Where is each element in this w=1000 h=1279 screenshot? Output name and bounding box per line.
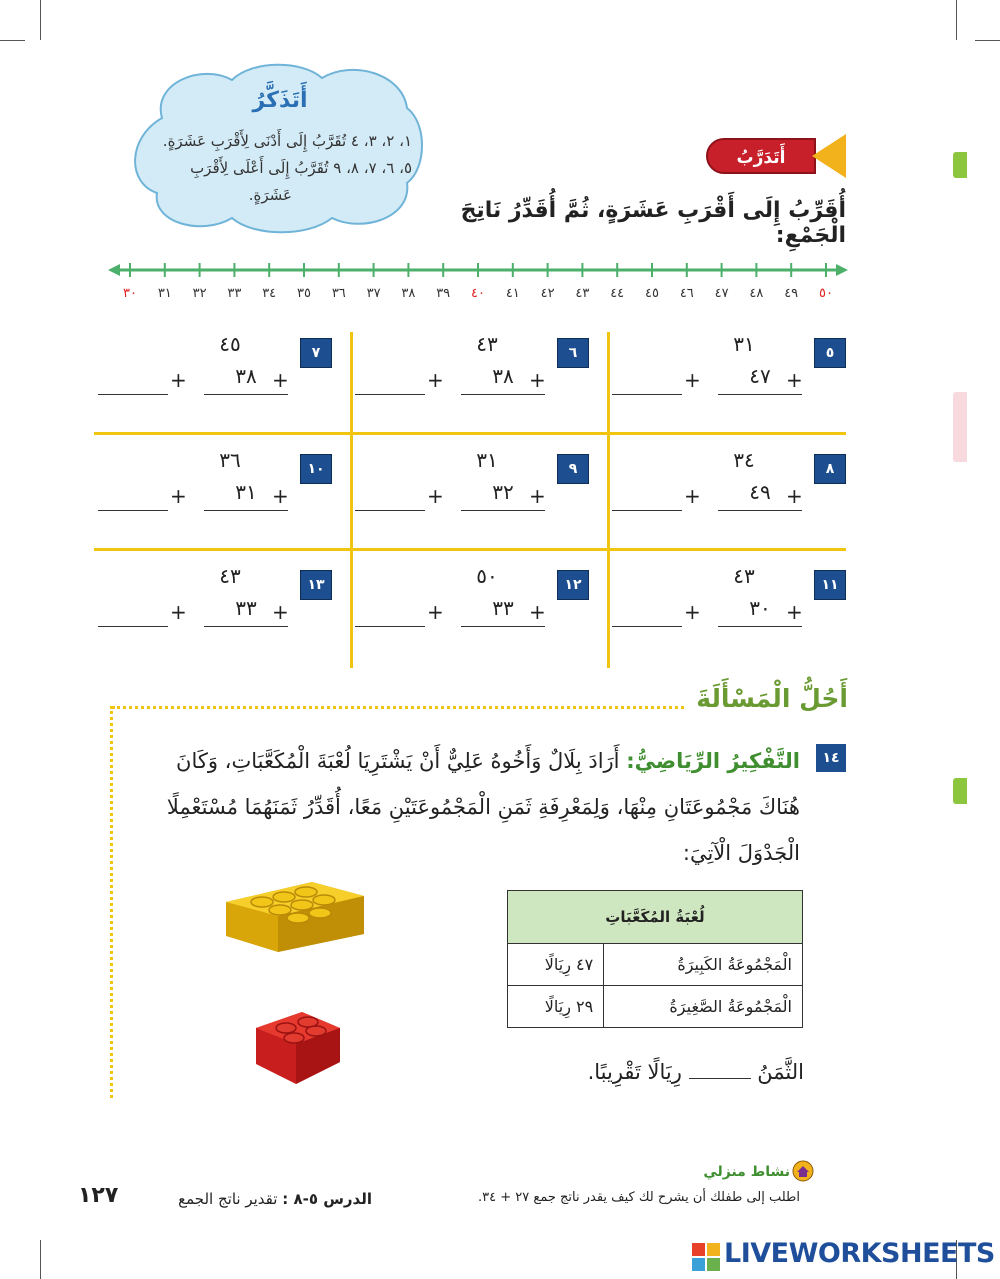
problem-number: ٧: [300, 338, 332, 368]
answer-suffix: رِيَالًا تَقْرِيبًا.: [587, 1060, 682, 1084]
answer-blank[interactable]: [98, 510, 168, 511]
lesson-label: الدرس ٥-٨ :: [282, 1190, 372, 1208]
side-tab: [953, 152, 967, 178]
number-line-label: ٣٢: [192, 286, 207, 301]
plus-sign: +: [684, 600, 701, 624]
plus-sign: +: [170, 484, 187, 508]
remember-line: عَشَرَةٍ.: [248, 186, 292, 204]
answer-blank[interactable]: [98, 626, 168, 627]
number-line-label: ٤٤: [610, 286, 625, 301]
number-line-label: ٣٣: [227, 286, 242, 301]
sum-underline: [718, 394, 802, 395]
number-line-label: ٣٤: [262, 286, 277, 301]
problem-number: ٩: [557, 454, 589, 484]
table-cell: ٤٧ رِيَالًا: [508, 944, 604, 986]
remember-text: [140, 128, 412, 209]
remember-title: أَتَذَكَّرُ: [252, 88, 308, 113]
plus-sign: +: [272, 600, 289, 624]
number-line-label: ٤٧: [714, 286, 729, 301]
brand-wordmark: LIVEWORKSHEETS: [724, 1238, 995, 1269]
lesson-footer: [140, 1190, 372, 1208]
sum-underline: [718, 510, 802, 511]
number-line-label: ٣١: [157, 286, 172, 301]
problem-number: ١٣: [300, 570, 332, 600]
table-cell: الْمَجْمُوعَةُ الكَبِيرَةُ: [604, 944, 803, 986]
answer-blank[interactable]: [612, 626, 682, 627]
grid-divider: [350, 332, 353, 668]
crop-mark: [0, 40, 25, 41]
grid-divider: [607, 332, 610, 668]
crop-mark: [40, 1240, 41, 1279]
problem-top-number: ٣١: [476, 448, 498, 472]
liveworksheets-logo-icon: [692, 1243, 720, 1271]
problem-bottom-number: ٣٣: [235, 596, 257, 620]
problem-number: ١٢: [557, 570, 589, 600]
problem-top-number: ٤٣: [219, 564, 241, 588]
table-row: [508, 944, 803, 986]
practice-instruction: أُقَرِّبُ إِلَى أَقْرَبِ عَشَرَةٍ، ثُمَّ أُقَدِّرُ نَاتِجَ الْجَمْعِ:: [460, 198, 846, 248]
answer-blank[interactable]: [612, 394, 682, 395]
problem-top-number: ٣٤: [733, 448, 755, 472]
problem-solving-title: أَحُلُّ الْمَسْأَلَةَ: [696, 684, 848, 713]
cubes-price-table: [507, 890, 803, 1028]
plus-sign: +: [529, 368, 546, 392]
answer-blank[interactable]: [355, 510, 425, 511]
sum-underline: [204, 626, 288, 627]
table-cell: ٢٩ رِيَالًا: [508, 986, 604, 1028]
question-14: [150, 738, 800, 876]
number-line-label: ٣٧: [366, 286, 381, 301]
crop-mark: [956, 0, 957, 40]
answer-blank[interactable]: [689, 1064, 751, 1079]
problem-number: ٥: [814, 338, 846, 368]
sum-underline: [461, 510, 545, 511]
page-number: ١٢٧: [78, 1183, 119, 1208]
plus-sign: +: [427, 368, 444, 392]
dotted-border: [112, 706, 684, 709]
practice-badge: أَتَدَرَّبُ: [706, 138, 816, 174]
number-line-label: ٤٠: [471, 286, 485, 301]
dotted-border: [110, 706, 113, 1098]
sum-underline: [204, 510, 288, 511]
crop-mark: [975, 40, 1000, 41]
question-text: أَرَادَ بِلَالٌ وَأَخُوهُ عَلِيٌّ أَنْ يَشْتَرِيَا لُعْبَةَ الْمُكَعَّبَاتِ، وَكَانَ هُنَاكَ مَجْمُوعَتَانِ مِنْهَا، وَلِمَعْرِفَةِ ثَمَنِ الْمَجْمُوعَتَيْنِ مَعًا، أُقَدِّرُ ثَمَنَهُمَا مُسْتَعْمِلًا الْجَدْوَلَ الْآتِيَ:: [166, 749, 800, 865]
problem-bottom-number: ٣٨: [235, 364, 257, 388]
answer-blank[interactable]: [355, 394, 425, 395]
number-line-label: ٥٠: [819, 286, 833, 301]
lesson-title: تقدير ناتج الجمع: [178, 1190, 278, 1208]
number-line-label: ٣٠: [123, 286, 137, 301]
number-line-label: ٣٨: [401, 286, 416, 301]
plus-sign: +: [427, 600, 444, 624]
problem-bottom-number: ٣٠: [749, 596, 771, 620]
problem-number: ١٠: [300, 454, 332, 484]
answer-line: [560, 1060, 804, 1084]
number-line-label: ٤٣: [575, 286, 590, 301]
plus-sign: +: [170, 600, 187, 624]
plus-sign: +: [529, 484, 546, 508]
grid-divider: [94, 432, 846, 435]
answer-blank[interactable]: [355, 626, 425, 627]
problem-top-number: ٤٣: [733, 564, 755, 588]
problem-bottom-number: ٣٢: [492, 480, 514, 504]
grid-divider: [94, 548, 846, 551]
remember-line: ١، ٢، ٣، ٤ تُقَرَّبُ إِلَى أَدْنَى لِأَقْرَبِ عَشَرَةٍ.: [162, 132, 412, 150]
number-line-label: ٤٨: [749, 286, 764, 301]
plus-sign: +: [529, 600, 546, 624]
table-row: [508, 986, 803, 1028]
problem-bottom-number: ٣١: [235, 480, 257, 504]
problem-top-number: ٣٦: [219, 448, 241, 472]
problem-top-number: ٣١: [733, 332, 755, 356]
yellow-lego-brick-icon: [222, 862, 368, 954]
badge-arrow-icon: [812, 134, 846, 178]
problem-number: ٨: [814, 454, 846, 484]
number-line-label: ٤٦: [679, 286, 694, 301]
sum-underline: [718, 626, 802, 627]
problem-bottom-number: ٤٧: [749, 364, 771, 388]
side-tab: [953, 778, 967, 804]
answer-blank[interactable]: [98, 394, 168, 395]
home-activity-icon: [792, 1160, 814, 1182]
plus-sign: +: [272, 484, 289, 508]
plus-sign: +: [427, 484, 444, 508]
table-cell: الْمَجْمُوعَةُ الصَّغِيرَةُ: [604, 986, 803, 1028]
problem-bottom-number: ٣٨: [492, 364, 514, 388]
plus-sign: +: [684, 484, 701, 508]
plus-sign: +: [272, 368, 289, 392]
answer-prefix: الثَّمَنُ: [757, 1060, 804, 1084]
remember-line: ٥، ٦، ٧، ٨، ٩ تُقَرَّبُ إِلَى أَعْلَى لِأَقْرَبِ: [190, 159, 412, 177]
red-lego-brick-icon: [252, 1000, 344, 1088]
crop-mark: [40, 0, 41, 40]
plus-sign: +: [786, 484, 803, 508]
question-number: ١٤: [816, 744, 846, 772]
problem-bottom-number: ٤٩: [749, 480, 771, 504]
number-line-label: ٤١: [505, 286, 520, 301]
number-line-label: ٣٩: [436, 286, 451, 301]
plus-sign: +: [786, 600, 803, 624]
home-activity-text: اطلب إلى طفلك أن يشرح لك كيف يقدر ناتج جمع ٢٧ + ٣٤.: [478, 1190, 800, 1205]
plus-sign: +: [684, 368, 701, 392]
number-line-label: ٤٢: [540, 286, 555, 301]
problem-number: ٦: [557, 338, 589, 368]
number-line-label: ٤٩: [784, 286, 799, 301]
problem-number: ١١: [814, 570, 846, 600]
number-line-label: ٤٥: [645, 286, 659, 301]
plus-sign: +: [170, 368, 187, 392]
sum-underline: [461, 394, 545, 395]
problem-bottom-number: ٣٣: [492, 596, 514, 620]
answer-blank[interactable]: [612, 510, 682, 511]
side-tab: [953, 392, 967, 462]
plus-sign: +: [786, 368, 803, 392]
number-line-label: ٣٦: [331, 286, 346, 301]
home-activity-title: نشاط منزلي: [703, 1164, 790, 1180]
question-label: التَّفْكِيرُ الرِّيَاضِيُّ:: [626, 749, 800, 773]
table-header: لُعْبَةُ المُكَعَّبَاتِ: [508, 891, 803, 944]
sum-underline: [461, 626, 545, 627]
problem-top-number: ٤٥: [219, 332, 241, 356]
problem-top-number: ٤٣: [476, 332, 498, 356]
problem-top-number: ٥٠: [476, 564, 498, 588]
number-line-label: ٣٥: [297, 286, 311, 301]
sum-underline: [204, 394, 288, 395]
